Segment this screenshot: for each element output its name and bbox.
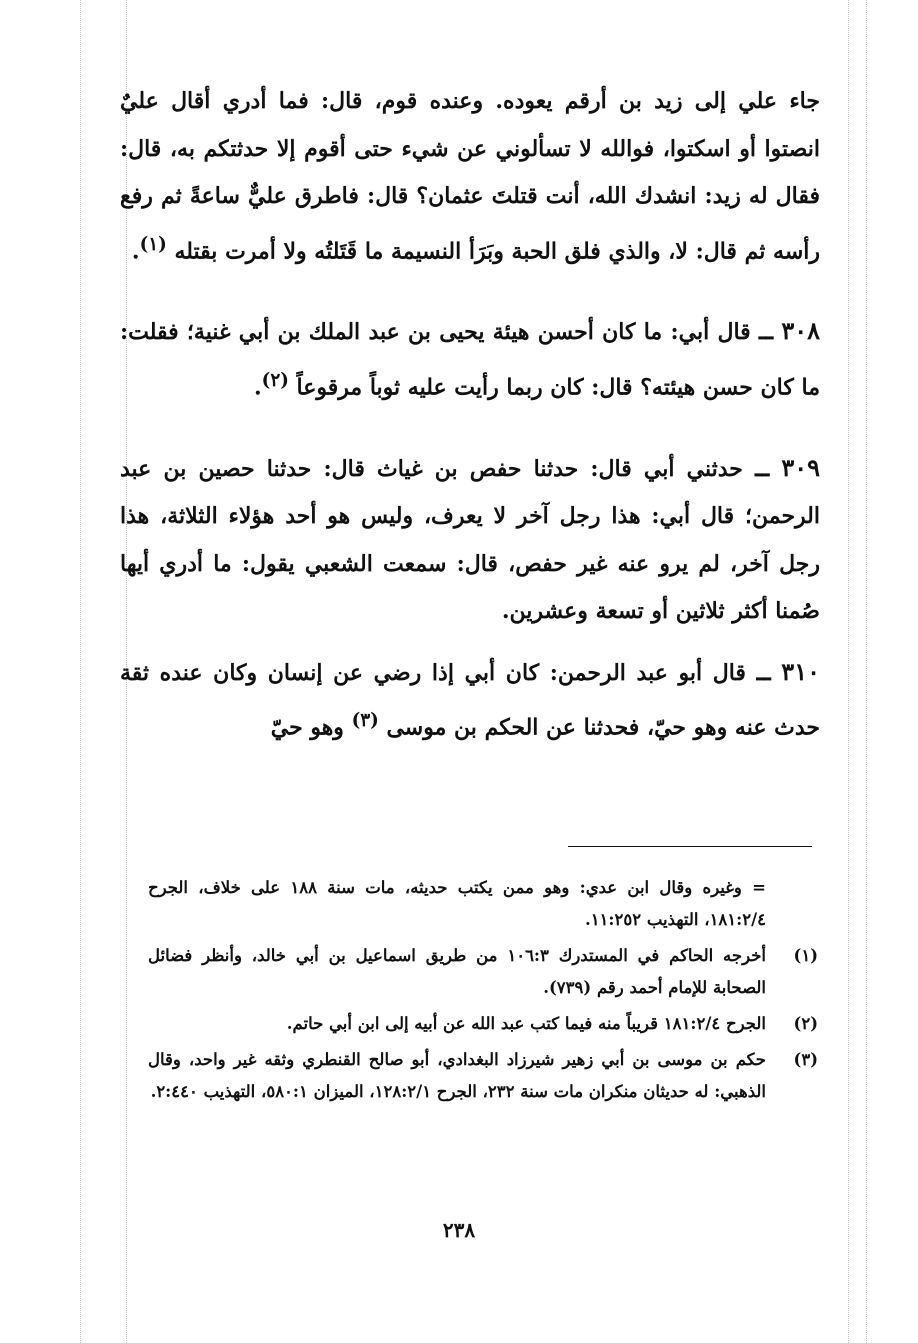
paragraph-text: قال أبي: ما كان أحسن هيئة يحيى بن عبد الملك بن أبي غنية؛ فقلت: ما كان حسن هيئته؟ قال: كان ربما رأيت عليه ثوباً مرقوعاً — [120, 319, 820, 401]
footnote-text: الجرح ١٨١:٢/٤ قريباً منه فيما كتب عبد الله عن أبيه إلى ابن أبي حاتم. — [286, 1014, 766, 1033]
paragraph-308: ٣٠٨ ــ قال أبي: ما كان أحسن هيئة يحيى بن عبد الملك بن أبي غنية؛ فقلت: ما كان حسن هيئته؟ قال: كان ربما رأيت عليه ثوباً مرقوعاً $^{(٢)}$. — [120, 316, 820, 401]
paragraph-text: جاء علي إلى زيد بن أرقم يعوده. وعنده قوم، قال: فما أدري أقال عليٌ انصتوا أو اسكتوا، فوالله لا تسألوني عن شيء حتى أقوم إلا حدثتكم به، قال: فقال له زيد: انشدك الله، أنت قتلتَ عثمان؟ قال: فاطرق عليٌّ ساعةً ثم رفع رأسه ثم قال: لا، والذي فلق الحبة وبَرَأ النسيمة ما قَتَلتُه ولا أمرت بقتله — [120, 88, 820, 264]
scan-guide-line — [80, 0, 81, 1343]
scan-guide-line — [848, 0, 849, 1343]
paragraph-309 — [120, 444, 820, 636]
footnote-text: أخرجه الحاكم في المستدرك ١٠٦:٣ من طريق اسماعيل بن أبي خالد، وأنظر فضائل الصحابة للإمام أحمد رقم (٧٣٩). — [148, 946, 766, 997]
footnotes — [148, 872, 818, 1112]
footnote-text: = وغيره وقال ابن عدي: وهو ممن يكتب حديثه، مات سنة ١٨٨ على خلاف، الجرح ١٨١:٢/٤، التهذيب ١١:٢٥٢. — [148, 878, 766, 929]
footnote-text: حكم بن موسى بن أبي زهير شيرزاد البغدادي، أبو صالح القنطري وثقه غير واحد، وقال الذهبي: له حديثان منكران مات سنة ٢٣٢، الجرح ١٢٨:٢/١، الميزان ٥٨٠:١، التهذيب ٢:٤٤٠. — [148, 1050, 766, 1101]
main-text — [120, 78, 820, 752]
footnote-continuation — [148, 872, 818, 936]
footnote-ref: (٣) — [351, 710, 379, 732]
footnote-separator — [568, 846, 812, 847]
paragraph-text: قال أبو عبد الرحمن: كان أبي إذا رضي عن إنسان وكان عنده ثقة حدث عنه وهو حيّ، فحدثنا عن الحكم بن موسى — [120, 659, 820, 741]
number-dash: ــ — [755, 452, 770, 482]
number-dash: ــ — [756, 656, 771, 686]
paragraph-tail: وهو حيّ — [270, 714, 344, 741]
number-dash: ــ — [758, 316, 774, 346]
footnote-3 — [148, 1044, 818, 1108]
scan-guide-line — [866, 0, 867, 1343]
footnote-marker: (٢) — [793, 1014, 818, 1033]
footnote-marker: (١) — [793, 946, 818, 965]
footnote-marker — [766, 872, 818, 936]
footnote-ref: (١) — [139, 233, 167, 255]
hadith-number: ٣١٠ — [781, 656, 820, 686]
footnote-2 — [148, 1008, 818, 1040]
page-number: ٢٣٨ — [442, 1218, 476, 1242]
hadith-number: ٣٠٩ — [781, 452, 820, 482]
footnote-1 — [148, 940, 818, 1004]
hadith-number: ٣٠٨ — [781, 316, 820, 346]
paragraph-continued: جاء علي إلى زيد بن أرقم يعوده. وعنده قوم، قال: فما أدري أقال عليٌ انصتوا أو اسكتوا، فوالله لا تسألوني عن شيء حتى أقوم إلا حدثتكم به، قال: فقال له زيد: انشدك الله، أنت قتلتَ عثمان؟ قال: فاطرق عليٌّ ساعةً ثم رفع رأسه ثم قال: لا، والذي فلق الحبة وبَرَأ النسيمة ما قَتَلتُه ولا أمرت بقتله $^{(١)}$. — [120, 88, 820, 264]
paragraph-310 — [120, 648, 820, 752]
footnote-marker: (٣) — [793, 1050, 818, 1069]
footnote-ref: (٢) — [261, 369, 289, 391]
paragraph-text: حدثني أبي قال: حدثنا حفص بن غياث قال: حدثنا حصين بن عبد الرحمن؛ قال أبي: هذا رجل آخر لا يعرف، وليس هو أحد هؤلاء الثلاثة، هذا رجل آخر، لم يرو عنه غير حفص، قال: سمعت الشعبي يقول: ما أدري أيها صُمنا أكثر ثلاثين أو تسعة وعشرين. — [120, 455, 820, 625]
